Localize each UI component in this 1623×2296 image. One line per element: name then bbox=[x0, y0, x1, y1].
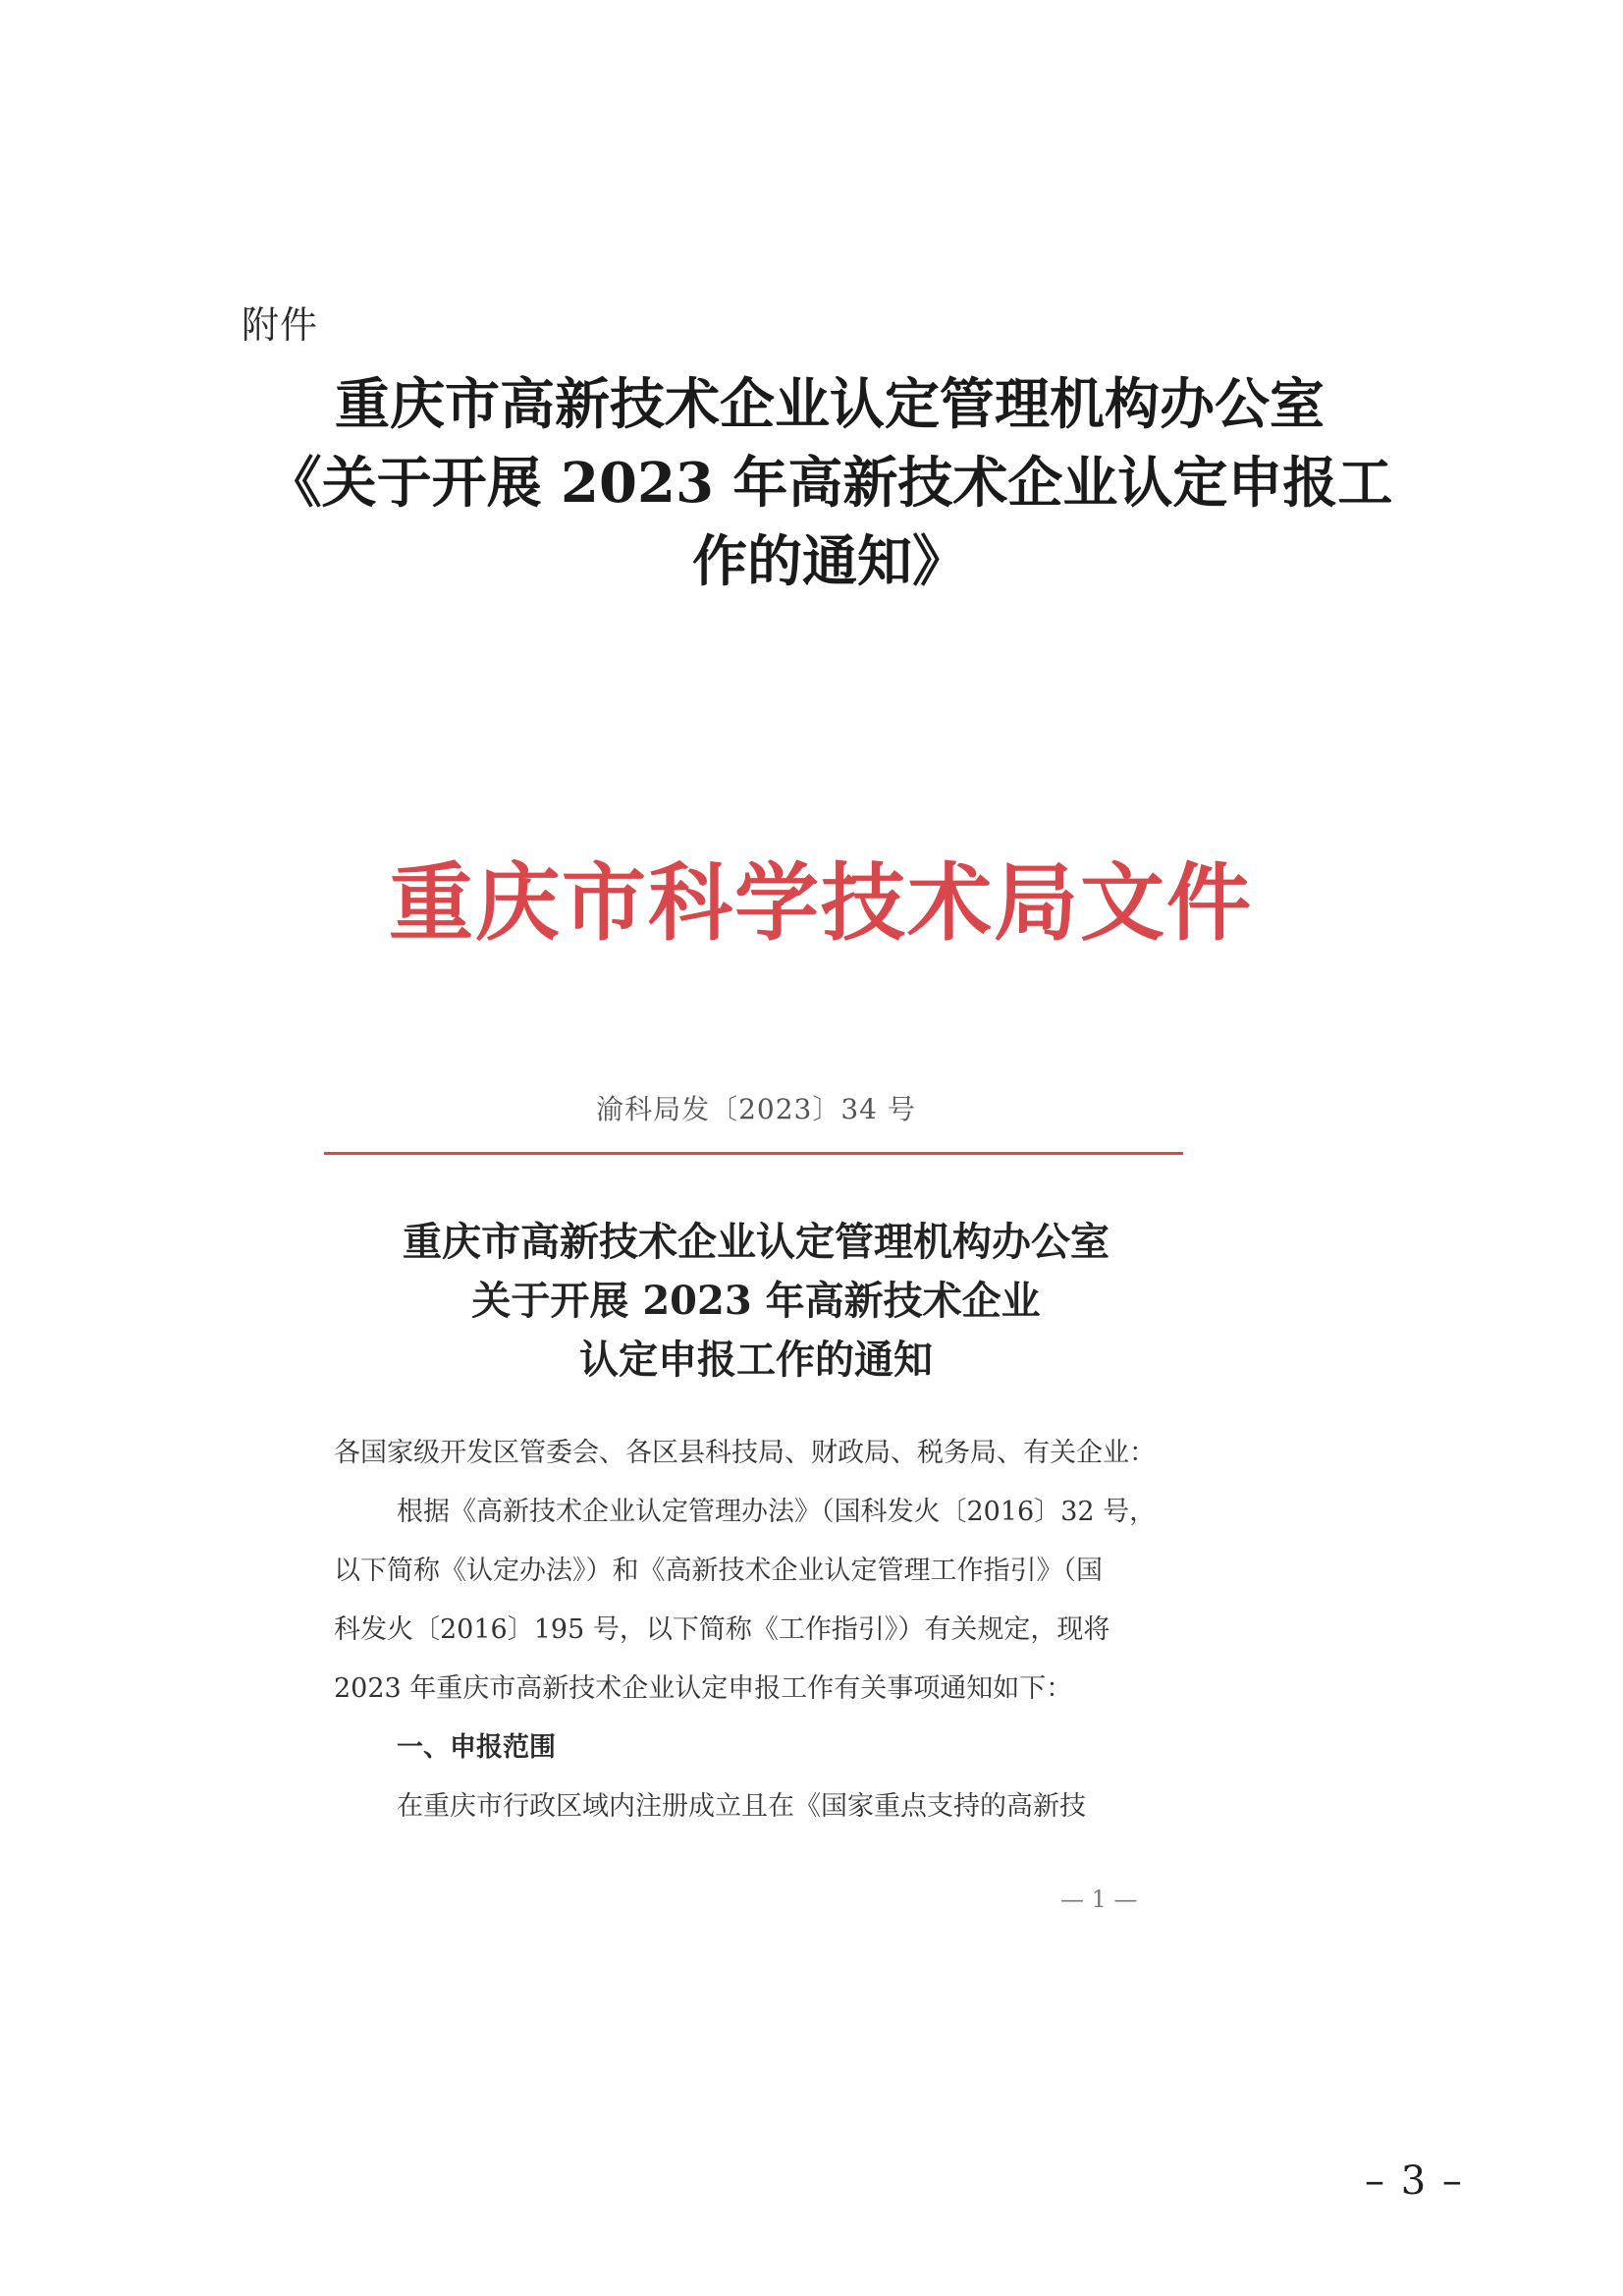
attachment-label: 附件 bbox=[242, 303, 319, 347]
addressee-line: 各国家级开发区管委会、各区县科技局、财政局、税务局、有关企业： bbox=[334, 1438, 1156, 1468]
main-title-line-2: 《关于开展 2023 年高新技术企业认定申报工 bbox=[266, 451, 1393, 516]
red-divider bbox=[324, 1152, 1183, 1155]
document-title bbox=[324, 1213, 1188, 1390]
body-paragraph-line: 在重庆市行政区域内注册成立且在《国家重点支持的高新技 bbox=[397, 1791, 1086, 1822]
body-paragraph-line: 根据《高新技术企业认定管理办法》（国科发火〔2016〕32 号， bbox=[397, 1497, 1157, 1527]
document-header: 重庆市科学技术局文件 bbox=[389, 854, 1253, 953]
document-title-line-1: 重庆市高新技术企业认定管理机构办公室 bbox=[403, 1219, 1109, 1265]
inner-page-number: — 1 — bbox=[1060, 1886, 1138, 1913]
document-number: 渝科局发〔2023〕34 号 bbox=[596, 1093, 916, 1125]
body-paragraph-line: 以下简称《认定办法》）和《高新技术企业认定管理工作指引》（国 bbox=[334, 1556, 1103, 1586]
body-paragraph-line: 科发火〔2016〕195 号，以下简称《工作指引》）有关规定，现将 bbox=[334, 1614, 1110, 1645]
main-title-line-1: 重庆市高新技术企业认定管理机构办公室 bbox=[335, 372, 1325, 437]
section-heading: 一、申报范围 bbox=[397, 1732, 556, 1763]
document-body bbox=[334, 1424, 1178, 1836]
embedded-document bbox=[324, 835, 1253, 1944]
page-number: – 3 – bbox=[1365, 2159, 1464, 2204]
document-title-line-2: 关于开展 2023 年高新技术企业 bbox=[471, 1278, 1041, 1324]
main-title bbox=[196, 365, 1463, 601]
body-paragraph-line: 2023 年重庆市高新技术企业认定申报工作有关事项通知如下： bbox=[334, 1673, 1073, 1704]
main-title-line-3: 作的通知》 bbox=[692, 529, 967, 594]
document-title-line-3: 认定申报工作的通知 bbox=[579, 1337, 933, 1383]
